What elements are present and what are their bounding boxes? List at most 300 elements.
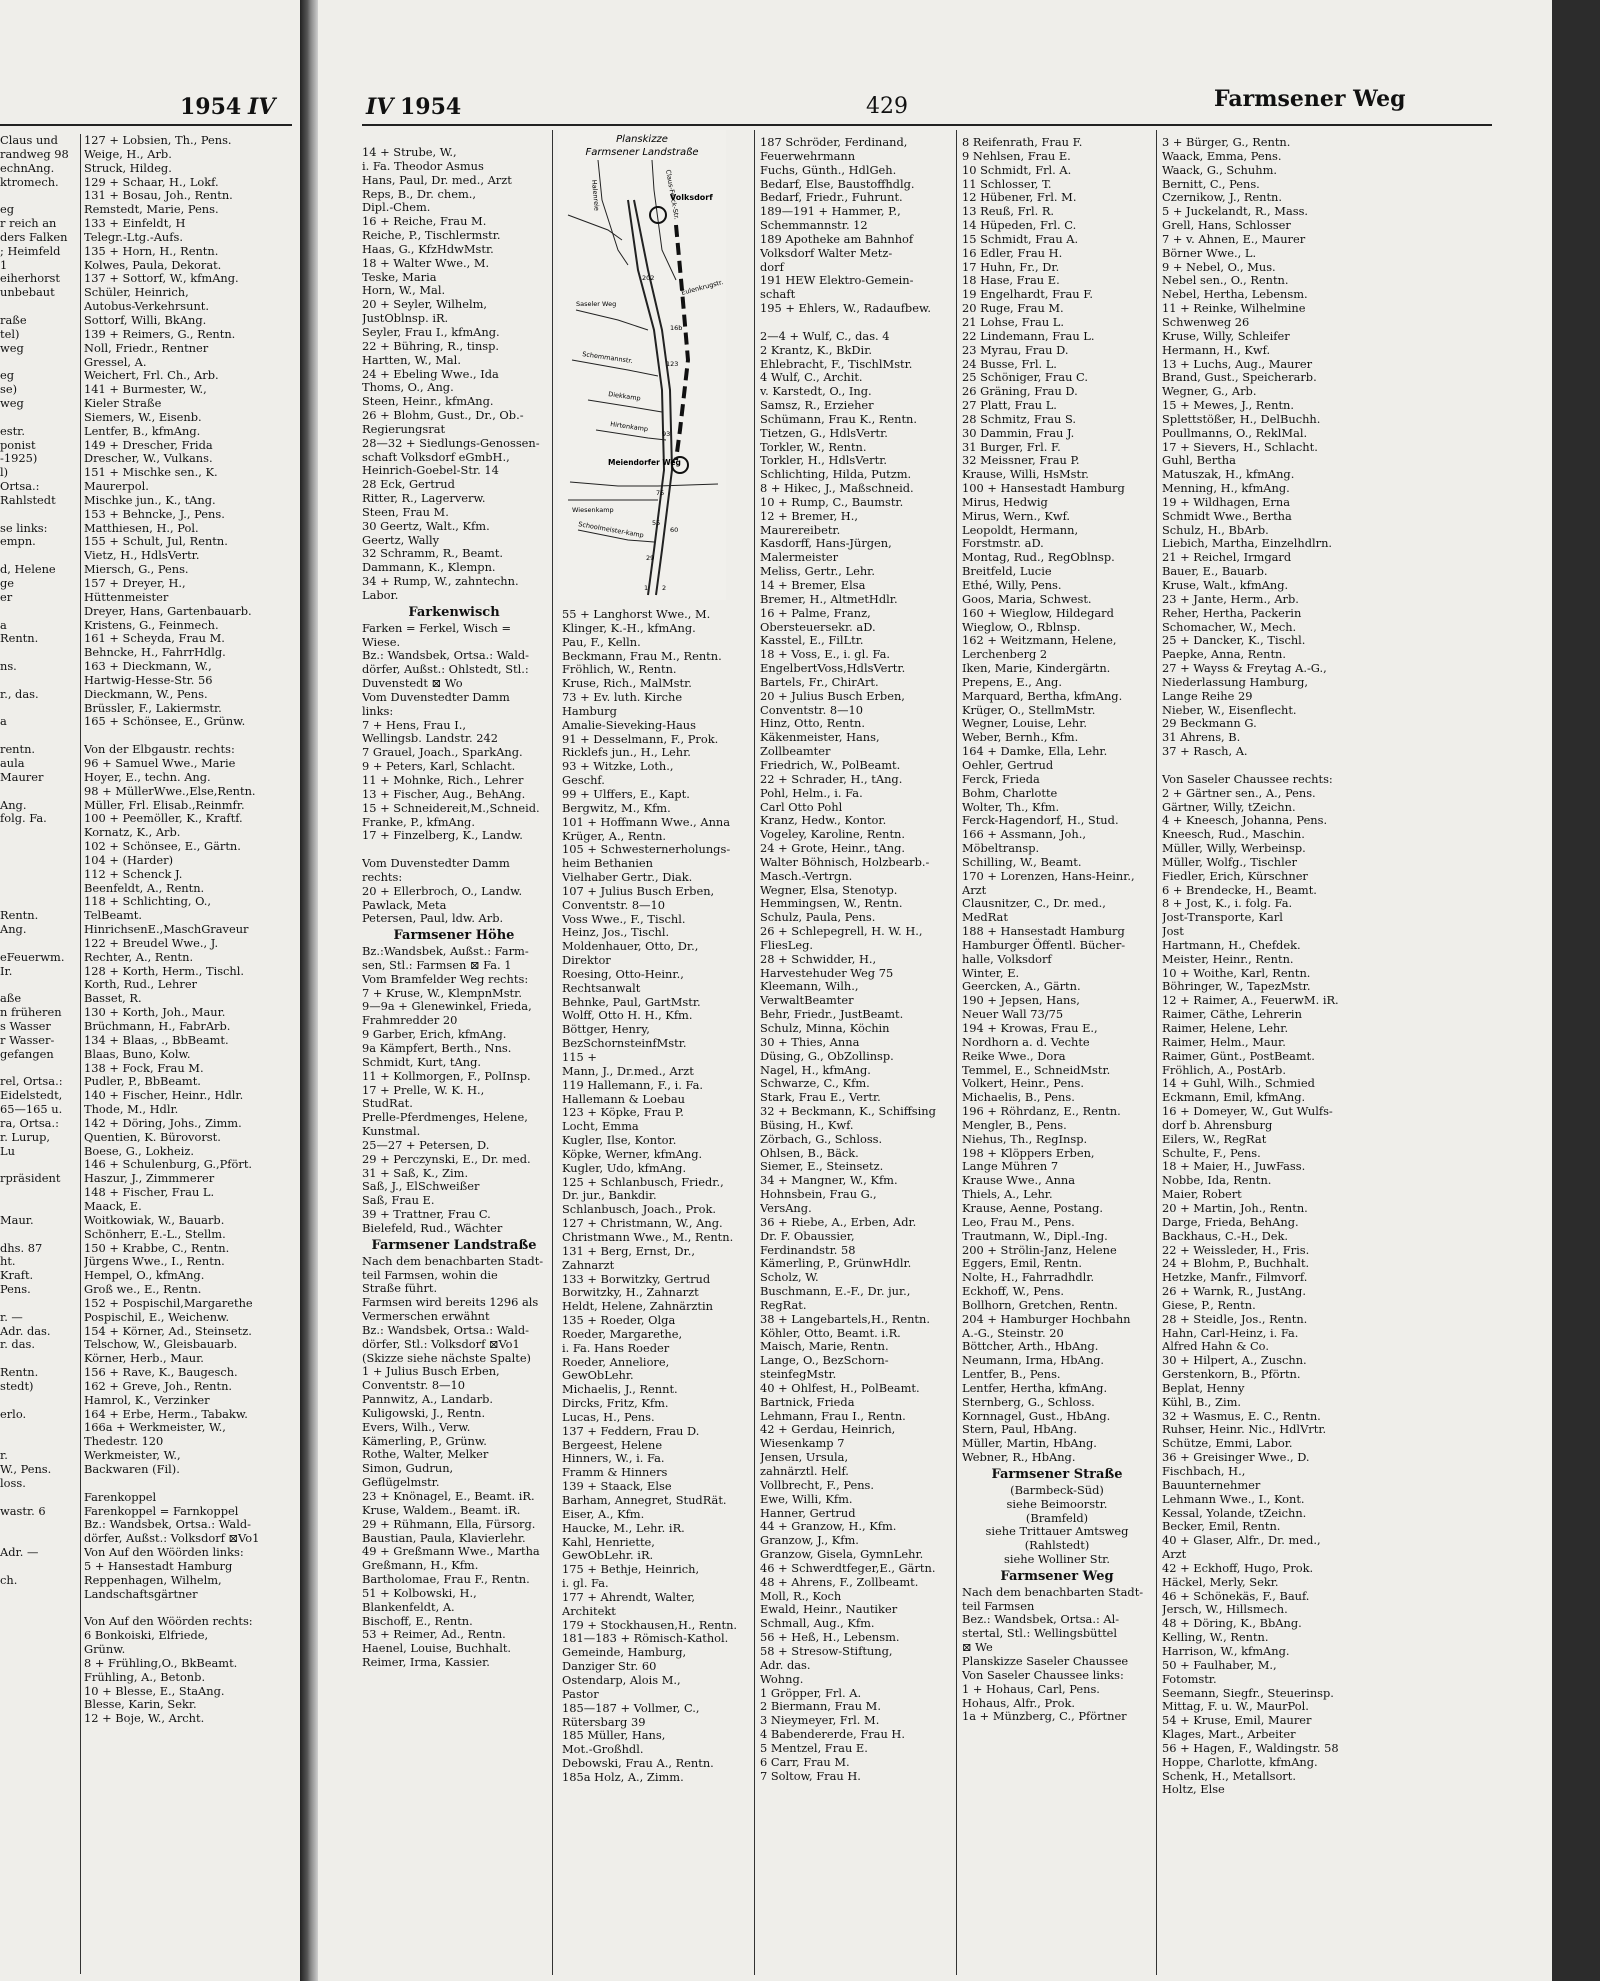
directory-line: Jürgens Wwe., I., Rentn. bbox=[84, 1254, 225, 1269]
directory-line: Miersch, G., Pens. bbox=[84, 562, 189, 577]
directory-line: Kleemann, Wilh., bbox=[760, 979, 859, 994]
directory-line: Zörbach, G., Schloss. bbox=[760, 1131, 883, 1146]
directory-line: Claus und bbox=[0, 134, 58, 147]
directory-line: 65—165 u. bbox=[0, 1102, 63, 1117]
directory-line: 137 + Feddern, Frau D. bbox=[562, 1423, 700, 1438]
map-railway bbox=[676, 225, 688, 460]
map-street-label-9: Wiesenkamp bbox=[572, 506, 614, 514]
directory-line: 154 + Körner, Ad., Steinsetz. bbox=[84, 1323, 252, 1338]
directory-line: 2 + Gärtner sen., A., Pens. bbox=[1162, 785, 1316, 800]
directory-line: Bremer, H., AltmetHdlr. bbox=[760, 591, 898, 606]
directory-line: Beenfeldt, A., Rentn. bbox=[84, 880, 205, 895]
directory-line: RegRat. bbox=[760, 1297, 807, 1312]
directory-line: Gressel, A. bbox=[84, 354, 147, 369]
directory-line: Backhaus, C.-H., Dek. bbox=[1162, 1228, 1288, 1243]
directory-line: 31 + Saß, K., Zim. bbox=[362, 1165, 469, 1180]
directory-line: Pohl, Helm., i. Fa. bbox=[760, 785, 863, 800]
directory-line: Müller, Wolfg., Tischler bbox=[1162, 854, 1297, 869]
directory-line: 30 Geertz, Walt., Kfm. bbox=[362, 518, 490, 533]
directory-line: Maurer bbox=[0, 769, 44, 784]
directory-line: Vermerschen erwähnt bbox=[362, 1309, 490, 1324]
directory-line: eg bbox=[0, 368, 15, 383]
directory-line: se) bbox=[0, 382, 18, 397]
directory-line: Maurerpol. bbox=[84, 479, 149, 494]
directory-line: Autobus-Verkehrsunt. bbox=[84, 299, 209, 314]
directory-line: 181—183 + Römisch-Kathol. bbox=[562, 1631, 729, 1646]
directory-line: Schümann, Frau K., Rentn. bbox=[760, 411, 918, 426]
directory-line: Alfred Hahn & Co. bbox=[1162, 1339, 1269, 1354]
directory-line: Arzt bbox=[1162, 1547, 1187, 1562]
directory-line: 149 + Drescher, Frida bbox=[84, 437, 213, 452]
directory-line: Hahn, Carl-Heinz, i. Fa. bbox=[1162, 1325, 1299, 1340]
directory-line: Nebel sen., O., Rentn. bbox=[1162, 273, 1289, 288]
directory-line: 2—4 + Wulf, C., das. 4 bbox=[760, 328, 890, 343]
directory-line: Grell, Hans, Schlosser bbox=[1162, 218, 1291, 233]
directory-line: 24 + Ebeling Wwe., Ida bbox=[362, 366, 499, 381]
directory-line: r reich an bbox=[0, 216, 57, 231]
directory-line: Forstmstr. aD. bbox=[962, 536, 1044, 551]
directory-line: rel, Ortsa.: bbox=[0, 1074, 63, 1089]
directory-line: ponist bbox=[0, 437, 36, 452]
directory-line: Fuchs, Günth., HdlGeh. bbox=[760, 162, 897, 177]
directory-line: Maur. bbox=[0, 1212, 34, 1227]
directory-line: Lange Reihe 29 bbox=[1162, 688, 1253, 703]
directory-line: Roeder, Margarethe, bbox=[562, 1326, 683, 1341]
directory-line: Webner, R., HbAng. bbox=[962, 1450, 1076, 1465]
directory-line: Maurereibetr. bbox=[760, 522, 841, 537]
directory-line: Reiche, P., Tischlermstr. bbox=[362, 228, 501, 243]
directory-line: Voss Wwe., F., Tischl. bbox=[562, 911, 686, 926]
directory-line: Kuligowski, J., Rentn. bbox=[362, 1405, 486, 1420]
directory-line: Blaas, Buno, Kolw. bbox=[84, 1046, 191, 1061]
directory-line: 30 + Thies, Anna bbox=[760, 1034, 860, 1049]
directory-line: Kämerling, P., Grünw. bbox=[362, 1433, 487, 1448]
directory-line: a bbox=[0, 714, 7, 729]
directory-line: Framm & Hinners bbox=[562, 1465, 668, 1480]
directory-line: Eckhoff, W., Pens. bbox=[962, 1284, 1064, 1299]
directory-line: Fischbach, H., bbox=[1162, 1464, 1246, 1478]
directory-line: Oehler, Gertrud bbox=[962, 757, 1054, 772]
directory-line: 36 + Riebe, A., Erben, Adr. bbox=[760, 1214, 917, 1229]
directory-line: Boese, G., Lokheiz. bbox=[84, 1143, 195, 1158]
directory-line: 133 + Einfeldt, H bbox=[84, 216, 186, 231]
directory-line: Seyler, Frau I., kfmAng. bbox=[362, 324, 500, 339]
directory-line: ⊠ We bbox=[962, 1640, 993, 1655]
directory-line bbox=[0, 785, 80, 799]
directory-line: Woitkowiak, W., Bauarb. bbox=[84, 1212, 225, 1227]
directory-line: Blesse, Karin, Sekr. bbox=[84, 1697, 197, 1712]
directory-line bbox=[0, 1186, 80, 1200]
directory-line bbox=[0, 1158, 80, 1172]
directory-line: ktromech. bbox=[0, 174, 59, 189]
directory-line: 191 HEW Elektro-Gemein- bbox=[760, 273, 914, 288]
directory-line: 161 + Scheyda, Frau M. bbox=[84, 631, 225, 646]
directory-line: 14 + Strube, W., bbox=[362, 146, 457, 159]
directory-line: Wiese. bbox=[362, 634, 401, 649]
directory-line: 17 + Sievers, H., Schlacht. bbox=[1162, 439, 1318, 454]
left-header-volume: IV bbox=[248, 94, 276, 120]
directory-line: Reike Wwe., Dora bbox=[962, 1048, 1066, 1063]
directory-line: 15 + Schneidereit,M.,Schneid. bbox=[362, 800, 540, 815]
directory-line: Neumann, Irma, HbAng. bbox=[962, 1353, 1105, 1368]
directory-line bbox=[0, 978, 80, 992]
directory-line: 12 Hübener, Frl. M. bbox=[962, 190, 1077, 205]
directory-line: Kornnagel, Gust., HbAng. bbox=[962, 1408, 1111, 1423]
directory-line: Vom Duvenstedter Damm bbox=[362, 689, 510, 704]
directory-line: Siemer, E., Steinsetz. bbox=[760, 1159, 884, 1174]
directory-line: Möbeltransp. bbox=[962, 841, 1040, 856]
directory-line: Hohaus, Alfr., Prok. bbox=[962, 1695, 1075, 1710]
directory-line: heim Bethanien bbox=[562, 856, 654, 871]
directory-line: 30 Dammin, Frau J. bbox=[962, 425, 1075, 440]
directory-line: Wellingsb. Landstr. 242 bbox=[362, 731, 499, 746]
directory-line: 194 + Krowas, Frau E., bbox=[962, 1021, 1098, 1035]
directory-line: Locht, Emma bbox=[562, 1119, 639, 1134]
directory-line: Haas, G., KfzHdwMstr. bbox=[362, 241, 494, 256]
left-column-divider bbox=[80, 134, 81, 1974]
directory-line: Neuer Wall 73/75 bbox=[962, 1007, 1064, 1022]
directory-line: Stern, Paul, HbAng. bbox=[962, 1422, 1078, 1437]
directory-line: Carl Otto Pohl bbox=[760, 799, 843, 814]
directory-line: 163 + Dieckmann, W., bbox=[84, 659, 212, 674]
directory-line: Ehlebracht, F., TischlMstr. bbox=[760, 356, 913, 371]
directory-line: (Bramfeld) bbox=[1025, 1510, 1089, 1525]
directory-line: 8 + Hikec, J., Maßschneid. bbox=[760, 481, 914, 496]
directory-line: loss. bbox=[0, 1475, 26, 1490]
directory-line bbox=[0, 1421, 80, 1435]
directory-line: 134 + Blaas, ., BbBeamt. bbox=[84, 1032, 229, 1047]
directory-line: 29 + Rühmann, Ella, Fürsorg. bbox=[362, 1516, 536, 1531]
directory-line: Fiedler, Erich, Kürschner bbox=[1162, 868, 1308, 883]
directory-line: Böttger, Henry, bbox=[562, 1022, 650, 1037]
directory-line: 140 + Fischer, Heinr., Hdlr. bbox=[84, 1088, 244, 1103]
directory-line: Pastor bbox=[562, 1686, 599, 1701]
directory-line: Liebich, Martha, Einzelhdlrn. bbox=[1162, 536, 1333, 551]
directory-line: Breitfeld, Lucie bbox=[962, 564, 1052, 579]
directory-line: Börner Wwe., L. bbox=[1162, 245, 1257, 260]
directory-line: Krause Wwe., Anna bbox=[962, 1173, 1076, 1188]
directory-line: 115 + bbox=[562, 1050, 597, 1064]
directory-line: Roeder, Anneliore, bbox=[562, 1354, 670, 1369]
directory-line: Schmidt, Kurt, tAng. bbox=[362, 1054, 481, 1069]
directory-line: 9 + Nebel, O., Mus. bbox=[1162, 259, 1276, 274]
directory-line: Haszur, J., Zimmmerer bbox=[84, 1171, 215, 1186]
directory-line: Geschf. bbox=[562, 773, 605, 788]
directory-line: s Wasser bbox=[0, 1019, 51, 1033]
directory-line: Samsz, R., Erzieher bbox=[760, 398, 874, 413]
directory-line: 101 + Hoffmann Wwe., Anna bbox=[562, 814, 731, 829]
directory-line bbox=[84, 729, 296, 743]
directory-line: Ethé, Willy, Pens. bbox=[962, 578, 1062, 592]
directory-line: Bielefeld, Rud., Wächter bbox=[362, 1220, 503, 1235]
directory-line: dörfer, Außst.: Volksdorf ⊠Vo1 bbox=[84, 1531, 260, 1546]
section-title-farmsener-hoehe: Farmsener Höhe bbox=[393, 928, 515, 944]
directory-line: 11 + Reinke, Wilhelmine bbox=[1162, 301, 1306, 316]
directory-line: 1 + Hohaus, Carl, Pens. bbox=[962, 1681, 1100, 1696]
directory-line: 19 Engelhardt, Frau F. bbox=[962, 287, 1093, 302]
directory-line: steinfegMstr. bbox=[760, 1367, 837, 1382]
directory-line: rentn. bbox=[0, 742, 36, 757]
directory-line: Pau, F., Kelln. bbox=[562, 634, 641, 649]
directory-line: Ang. bbox=[0, 797, 27, 812]
map-street-label-8: Hirtenkamp bbox=[609, 420, 649, 434]
directory-line bbox=[0, 300, 80, 314]
directory-line: Pospischil, E., Weichenw. bbox=[84, 1309, 230, 1324]
directory-line: 28—32 + Siedlungs-Genossen- bbox=[362, 435, 540, 450]
directory-line: 20 + Martin, Joh., Rentn. bbox=[1162, 1200, 1308, 1215]
directory-line: Eidelstedt, bbox=[0, 1088, 63, 1103]
directory-line: 23 Myrau, Frau D. bbox=[962, 342, 1069, 357]
directory-line: n früheren bbox=[0, 1005, 62, 1020]
directory-line: 50 + Faulhaber, M., bbox=[1162, 1657, 1277, 1672]
directory-line: Mirus, Wern., Kwf. bbox=[962, 508, 1071, 523]
map-house-number-6: 55 bbox=[652, 519, 661, 527]
directory-line: Telegr.-Ltg.-Aufs. bbox=[84, 229, 183, 244]
directory-line: 196 + Röhrdanz, E., Rentn. bbox=[962, 1104, 1121, 1119]
directory-line: 48 + Ahrens, F., Zollbeamt. bbox=[760, 1574, 919, 1589]
directory-line: 24 + Blohm, P., Buchhalt. bbox=[1162, 1256, 1310, 1271]
directory-line: Rentn. bbox=[0, 631, 39, 646]
directory-line: Farenkoppel bbox=[84, 1489, 157, 1504]
directory-line: 5 + Hansestadt Hamburg bbox=[84, 1558, 233, 1573]
directory-line: Böhringer, W., TapezMstr. bbox=[1162, 979, 1311, 994]
directory-line: Steen, Heinr., kfmAng. bbox=[362, 394, 494, 409]
directory-line: 16 + Palme, Franz, bbox=[760, 605, 871, 620]
left-column-a bbox=[0, 134, 80, 1588]
directory-line: 27 + Wayss & Freytag A.-G., bbox=[1162, 661, 1327, 676]
directory-line: weg bbox=[0, 340, 24, 355]
directory-line: Ostendarp, Alois M., bbox=[562, 1672, 681, 1687]
directory-line: 14 + Guhl, Wilh., Schmied bbox=[1162, 1076, 1315, 1091]
directory-line: Vollbrecht, F., Pens. bbox=[760, 1477, 875, 1492]
directory-line: Kunstmal. bbox=[362, 1124, 421, 1139]
directory-line: 5 Mentzel, Frau E. bbox=[760, 1740, 868, 1755]
directory-line: 56 + Hagen, F., Waldingstr. 58 bbox=[1162, 1740, 1339, 1755]
directory-line: Rahlstedt bbox=[0, 492, 56, 507]
directory-line: 26 + Warnk, R., JustAng. bbox=[1162, 1284, 1306, 1299]
directory-line: 1 bbox=[0, 257, 8, 272]
directory-line: Saß, J., ElSchweißer bbox=[362, 1179, 480, 1194]
directory-line: a bbox=[0, 617, 7, 632]
directory-line: Hinners, W., i. Fa. bbox=[562, 1451, 665, 1466]
directory-line: er bbox=[0, 589, 13, 604]
directory-line: Wolter, Th., Kfm. bbox=[962, 799, 1060, 814]
map-street-label-11: Schoolmeister-kamp bbox=[577, 520, 645, 540]
directory-line: 40 + Glaser, Alfr., Dr. med., bbox=[1162, 1533, 1321, 1548]
directory-line: 137 + Sottorf, W., kfmAng. bbox=[84, 271, 239, 286]
directory-line: Horn, W., Mal. bbox=[362, 283, 446, 298]
directory-line: Struck, Hildeg. bbox=[84, 160, 172, 175]
directory-line: Ortsa.: bbox=[0, 479, 40, 494]
directory-line: 34 + Rump, W., zahntechn. bbox=[362, 574, 519, 589]
directory-line: -1925) bbox=[0, 451, 38, 466]
directory-line: Eilers, W., RegRat bbox=[1162, 1131, 1267, 1146]
directory-line bbox=[0, 840, 80, 854]
directory-line: Czernikow, J., Rentn. bbox=[1162, 190, 1283, 205]
directory-line: Saß, Frau E. bbox=[362, 1193, 435, 1208]
directory-line: Von Saseler Chaussee rechts: bbox=[1162, 771, 1333, 786]
directory-line: Büsing, H., Kwf. bbox=[760, 1117, 854, 1132]
directory-line: Dammann, K., Klempn. bbox=[362, 560, 496, 575]
directory-line: EngelbertVoss,HdlsVertr. bbox=[760, 661, 906, 676]
directory-line: Bz.: Wandsbek, Ortsa.: Wald- bbox=[84, 1517, 251, 1532]
directory-line: Krause, Aenne, Postang. bbox=[962, 1200, 1104, 1215]
directory-line: 185 Müller, Hans, bbox=[562, 1728, 666, 1743]
directory-line: 107 + Julius Busch Erben, bbox=[562, 883, 715, 898]
directory-line: Körner, Herb., Maur. bbox=[84, 1351, 204, 1366]
directory-line: VerwaltBeamter bbox=[760, 993, 854, 1008]
directory-line: Behnke, Paul, GartMstr. bbox=[562, 994, 701, 1009]
directory-line: Dircks, Fritz, Kfm. bbox=[562, 1396, 669, 1411]
directory-line: echnAng. bbox=[0, 160, 55, 175]
directory-line: Mengler, B., Pens. bbox=[962, 1117, 1067, 1132]
directory-line: Thoms, O., Ang. bbox=[362, 380, 454, 395]
directory-line: eiherhorst bbox=[0, 271, 60, 286]
directory-line: Frühling, A., Betonb. bbox=[84, 1669, 206, 1684]
directory-line: Nach dem benachbarten Stadt- bbox=[362, 1253, 544, 1268]
directory-line: Klages, Mart., Arbeiter bbox=[1162, 1727, 1296, 1742]
directory-line: Ruhser, Heinr. Nic., HdlVrtr. bbox=[1162, 1422, 1327, 1437]
map-label-volksdorf: Volksdorf bbox=[670, 193, 713, 202]
directory-line: 17 Huhn, Fr., Dr. bbox=[962, 259, 1060, 274]
directory-line: 27 Platt, Frau L. bbox=[962, 398, 1057, 413]
directory-line: Walter Böhnisch, Holzbearb.- bbox=[760, 854, 930, 869]
directory-line: Ferck, Frieda bbox=[962, 771, 1040, 786]
directory-line: Vielhaber Gertr., Diak. bbox=[562, 870, 693, 885]
directory-line: 17 + Finzelberg, K., Landw. bbox=[362, 828, 523, 843]
directory-line: Thedestr. 120 bbox=[84, 1434, 164, 1449]
directory-line: 8 + Frühling,O., BkBeamt. bbox=[84, 1655, 238, 1670]
directory-line: Geercken, A., Gärtn. bbox=[962, 979, 1081, 994]
directory-line: Krause, Willi, HsMstr. bbox=[962, 467, 1089, 482]
directory-line: Lange Mühren 7 bbox=[962, 1159, 1059, 1174]
directory-line: 25 Schöniger, Frau C. bbox=[962, 370, 1088, 385]
directory-line: Farken = Ferkel, Wisch = bbox=[362, 620, 512, 635]
directory-line: dörfer, Außst.: Ohlstedt, Stl.: bbox=[362, 662, 529, 677]
directory-line: 2 Krantz, K., BkDir. bbox=[760, 342, 873, 357]
directory-line: Amalie-Sieveking-Haus bbox=[562, 717, 696, 732]
directory-line: r., das. bbox=[0, 686, 39, 701]
directory-line: Schmall, Aug., Kfm. bbox=[760, 1616, 875, 1631]
directory-line: Reps, B., Dr. chem., bbox=[362, 186, 476, 201]
directory-line: 100 + Hansestadt Hamburg bbox=[962, 481, 1125, 496]
directory-line: 105 + Schwesternerholungs- bbox=[562, 842, 731, 857]
directory-line: stertal, Stl.: Wellingsbüttel bbox=[962, 1626, 1118, 1641]
directory-line: Malermeister bbox=[760, 550, 839, 565]
directory-line: r. — bbox=[0, 1309, 23, 1324]
directory-line: r Wasser- bbox=[0, 1032, 55, 1047]
directory-line: Hermann, H., Kwf. bbox=[1162, 342, 1271, 357]
directory-line: Wolff, Otto H. H., Kfm. bbox=[562, 1008, 693, 1023]
directory-line: Conventstr. 8—10 bbox=[562, 897, 665, 912]
directory-line: Hamburg bbox=[562, 703, 617, 718]
directory-line: Torkler, H., HdlsVertr. bbox=[760, 453, 888, 468]
directory-line: Mittag, F. u. W., MaurPol. bbox=[1162, 1699, 1309, 1714]
section-title-farkenwisch: Farkenwisch bbox=[408, 604, 500, 620]
directory-line: 31 Ahrens, B. bbox=[1162, 730, 1241, 745]
directory-line: Goos, Maria, Schwest. bbox=[962, 591, 1092, 606]
directory-line: Fotomstr. bbox=[1162, 1671, 1217, 1686]
directory-line: Leo, Frau M., Pens. bbox=[962, 1214, 1075, 1229]
directory-line: Lu bbox=[0, 1143, 15, 1158]
directory-line: Clausnitzer, C., Dr. med., bbox=[962, 896, 1106, 911]
directory-line: Drescher, W., Vulkans. bbox=[84, 451, 213, 466]
directory-line bbox=[0, 189, 80, 203]
directory-line: 195 + Ehlers, W., Radaufbew. bbox=[760, 301, 931, 316]
right-page bbox=[318, 0, 1600, 1981]
directory-line: erlo. bbox=[0, 1406, 27, 1421]
directory-line: 146 + Schulenburg, G.,Pfört. bbox=[84, 1157, 253, 1172]
directory-line: Schönherr, E.-L., Stellm. bbox=[84, 1226, 226, 1241]
directory-line: Simon, Gudrun, bbox=[362, 1461, 454, 1476]
directory-line: Thiels, A., Lehr. bbox=[962, 1187, 1053, 1202]
directory-line bbox=[0, 1560, 80, 1574]
directory-line: Hamburger Öffentl. Bücher- bbox=[962, 937, 1126, 952]
directory-line: Schenk, H., Metallsort. bbox=[1162, 1768, 1296, 1783]
directory-line: Werkmeister, W., bbox=[84, 1448, 181, 1463]
directory-line: Adr. — bbox=[0, 1545, 39, 1560]
directory-line: Dr. F. Obaussier, bbox=[760, 1228, 855, 1243]
directory-line: 15 + Mewes, J., Rentn. bbox=[1162, 398, 1294, 413]
directory-line: 4 + Kneesch, Johanna, Pens. bbox=[1162, 813, 1328, 828]
directory-line: Lerchenberg 2 bbox=[962, 647, 1048, 662]
directory-line bbox=[84, 1477, 296, 1491]
directory-line: aße bbox=[0, 991, 22, 1006]
directory-line: 48 + Döring, K., BbAng. bbox=[1162, 1616, 1302, 1631]
directory-line: Telschow, W., Gleisbauarb. bbox=[84, 1337, 238, 1352]
directory-line: 36 + Greisinger Wwe., D. bbox=[1162, 1450, 1310, 1465]
directory-line: Reppenhagen, Wilhelm, bbox=[84, 1572, 222, 1587]
directory-line: 162 + Weitzmann, Helene, bbox=[962, 633, 1117, 648]
directory-line: empn. bbox=[0, 534, 36, 549]
directory-line: Nobbe, Ida, Rentn. bbox=[1162, 1173, 1272, 1188]
directory-line bbox=[0, 674, 80, 688]
directory-line: BezSchornsteinfMstr. bbox=[562, 1036, 687, 1051]
directory-line: Conventstr. 8—10 bbox=[760, 702, 863, 717]
directory-line: Moll, R., Koch bbox=[760, 1588, 842, 1603]
directory-line: rechts: bbox=[362, 869, 403, 884]
directory-line: HinrichsenE.,MaschGraveur bbox=[84, 922, 249, 937]
directory-line: 9 + Peters, Karl, Schlacht. bbox=[362, 759, 516, 774]
directory-line: Von Auf den Wöörden rechts: bbox=[84, 1614, 253, 1629]
directory-line: Bartholomae, Frau F., Rentn. bbox=[362, 1572, 530, 1587]
directory-line: Heinz, Jos., Tischl. bbox=[562, 925, 670, 940]
directory-line bbox=[760, 316, 952, 330]
right-column-5 bbox=[1162, 136, 1358, 1797]
directory-line: 152 + Pospischil,Margarethe bbox=[84, 1295, 253, 1310]
directory-line: 9a Kämpfert, Berth., Nns. bbox=[362, 1041, 512, 1055]
directory-line: ; Heimfeld bbox=[0, 243, 61, 258]
directory-line: Wiesenkamp 7 bbox=[760, 1436, 845, 1451]
directory-line: 13 + Luchs, Aug., Maurer bbox=[1162, 356, 1313, 371]
directory-line: Hohnsbein, Frau G., bbox=[760, 1187, 877, 1202]
directory-line: Rentn. bbox=[0, 1365, 39, 1380]
directory-line: 155 + Schult, Jul, Rentn. bbox=[84, 534, 228, 549]
directory-line: 170 + Lorenzen, Hans-Heinr., bbox=[962, 868, 1135, 883]
directory-line: JustOblnsp. iR. bbox=[362, 311, 449, 326]
directory-line: Beckmann, Frau M., Rentn. bbox=[562, 648, 722, 663]
directory-line bbox=[362, 843, 546, 857]
directory-line: Nieber, W., Eisenflecht. bbox=[1162, 702, 1297, 717]
directory-line: Harrison, W., kfmAng. bbox=[1162, 1643, 1290, 1658]
directory-line: se links: bbox=[0, 520, 48, 535]
directory-line: Hallemann & Loebau bbox=[562, 1091, 685, 1106]
directory-line: Ferck-Hagendorf, H., Stud. bbox=[962, 813, 1119, 828]
directory-line: 7 Grauel, Joach., SparkAng. bbox=[362, 745, 523, 760]
directory-line: 138 + Fock, Frau M. bbox=[84, 1060, 204, 1075]
directory-line: Matthiesen, H., Pol. bbox=[84, 520, 199, 535]
directory-line: Kasstel, E., FilLtr. bbox=[760, 633, 864, 648]
